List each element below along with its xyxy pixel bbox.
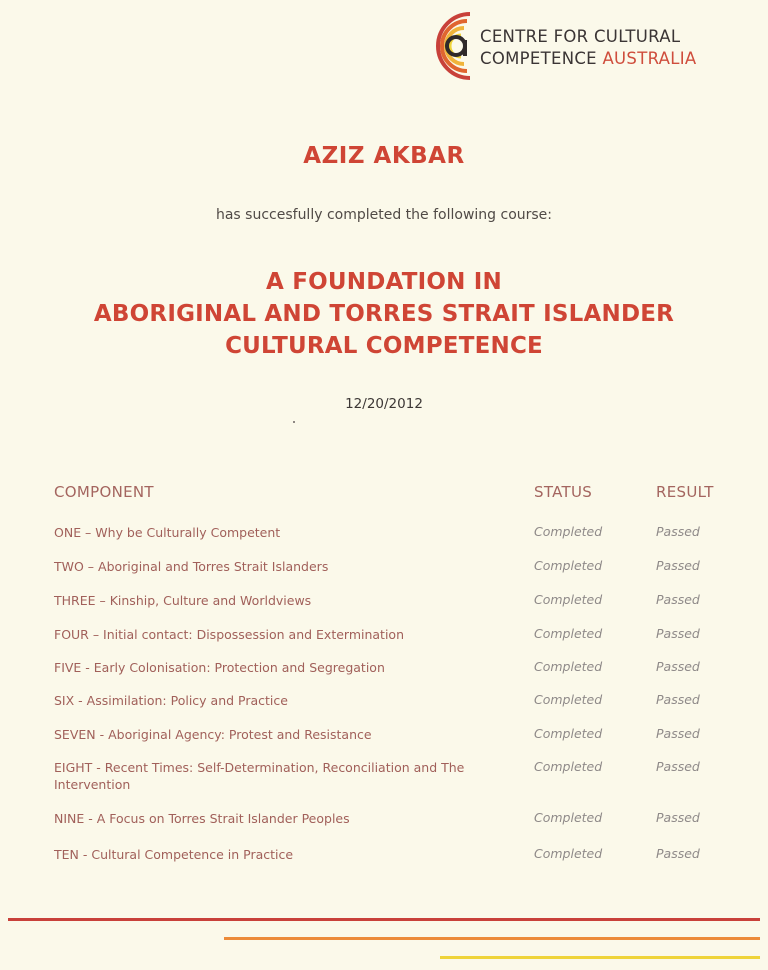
logo-line-1: CENTRE FOR CULTURAL <box>480 27 681 46</box>
result-cell: Passed <box>656 558 700 573</box>
status-cell: Completed <box>534 726 603 741</box>
logo-wordmark <box>480 26 697 70</box>
header-status: STATUS <box>534 483 593 501</box>
result-cell: Passed <box>656 810 700 825</box>
completion-date: 12/20/2012 <box>345 396 423 412</box>
result-cell: Passed <box>656 659 700 674</box>
component-cell: ONE – Why be Culturally Competent <box>54 525 281 540</box>
component-cell: THREE – Kinship, Culture and Worldviews <box>54 593 312 608</box>
course-title <box>0 266 768 362</box>
status-cell: Completed <box>534 810 603 825</box>
result-cell: Passed <box>656 592 700 607</box>
logo-line-2-accent: AUSTRALIA <box>602 49 697 68</box>
component-cell: FIVE - Early Colonisation: Protection and Segregation <box>54 660 385 675</box>
concentric-c-arcs-logo-icon <box>418 8 478 84</box>
status-cell: Completed <box>534 558 603 573</box>
result-cell: Passed <box>656 846 700 861</box>
completion-statement: has succesfully completed the following course: <box>215 207 553 223</box>
component-cell: TEN - Cultural Competence in Practice <box>54 847 294 862</box>
status-cell: Completed <box>534 592 603 607</box>
footer-stripe-orange <box>224 937 760 940</box>
footer-stripe-red <box>8 918 760 921</box>
result-cell: Passed <box>656 626 700 641</box>
organisation-logo <box>418 8 728 88</box>
header-result: RESULT <box>656 483 714 501</box>
logo-line-2 <box>480 48 697 70</box>
status-cell: Completed <box>534 626 603 641</box>
status-cell: Completed <box>534 759 603 774</box>
component-cell: NINE - A Focus on Torres Strait Islander Peoples <box>54 811 350 826</box>
logo-line-2-main: COMPETENCE <box>480 49 597 68</box>
course-title-line-2: ABORIGINAL AND TORRES STRAIT ISLANDER <box>93 301 675 327</box>
component-cell: SIX - Assimilation: Policy and Practice <box>54 693 288 708</box>
header-component: COMPONENT <box>54 483 154 501</box>
footer-stripe-yellow <box>440 956 760 959</box>
course-title-line-1: A FOUNDATION IN <box>266 269 502 295</box>
recipient-name: AZIZ AKBAR <box>303 143 465 169</box>
component-cell: FOUR – Initial contact: Dispossession and Extermination <box>54 627 405 642</box>
result-cell: Passed <box>656 726 700 741</box>
status-cell: Completed <box>534 692 603 707</box>
result-cell: Passed <box>656 692 700 707</box>
component-cell: TWO – Aboriginal and Torres Strait Islanders <box>54 559 329 574</box>
course-title-line-3: CULTURAL COMPETENCE <box>225 333 543 359</box>
component-cell: SEVEN - Aboriginal Agency: Protest and Resistance <box>54 727 372 742</box>
paper-speck <box>293 421 295 423</box>
result-cell: Passed <box>656 759 700 774</box>
status-cell: Completed <box>534 846 603 861</box>
component-cell: EIGHT - Recent Times: Self-Determination, Reconciliation and The Intervention <box>54 760 465 792</box>
result-cell: Passed <box>656 524 700 539</box>
status-cell: Completed <box>534 524 603 539</box>
status-cell: Completed <box>534 659 603 674</box>
